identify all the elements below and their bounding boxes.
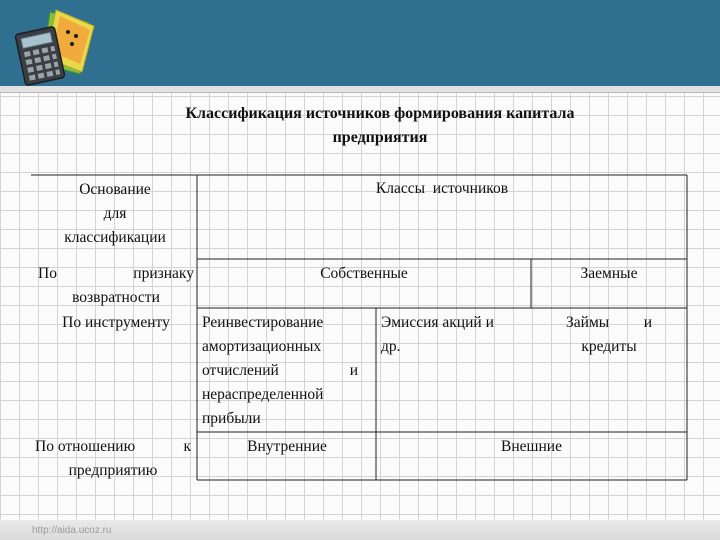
row-label-return-word2: признаку (133, 265, 194, 282)
header-basis-line1: Основание (79, 181, 151, 198)
cell-external: Внешние (501, 438, 562, 455)
footer-url: http://aida.ucoz.ru (32, 525, 112, 536)
relation-line2: предприятию (68, 462, 158, 479)
relation-word2: к (183, 438, 191, 455)
loans-line2: кредиты (581, 338, 637, 355)
row-label-instrument: По инструменту (62, 314, 170, 331)
reinvest-line3: отчислений (202, 362, 279, 379)
row-label-return-line2: возвратности (72, 289, 160, 306)
cell-reinvestment (202, 311, 358, 431)
slide-title-line2: предприятия (332, 129, 428, 146)
loans-word1: Займы (566, 314, 610, 331)
header-classes: Классы источников (375, 180, 509, 197)
cell-own: Собственные (320, 265, 408, 282)
row-label-return (38, 262, 194, 310)
cell-loans (566, 311, 652, 359)
slide-title-line1: Классификация источников формирования капитала (185, 105, 575, 122)
reinvest-line1: Реинвестирование (202, 314, 324, 331)
row-label-relation (35, 435, 191, 483)
reinvest-line4: нераспределенной (202, 386, 324, 403)
header-basis-line2: для (103, 205, 127, 222)
header-basis-line3: классификации (64, 229, 166, 246)
loans-word2: и (643, 314, 652, 331)
cell-internal: Внутренние (247, 438, 327, 455)
cell-share-emission (381, 311, 531, 359)
reinvest-line2: амортизационных (202, 338, 322, 355)
cell-borrowed: Заемные (580, 265, 638, 282)
row-label-return-word1: По (38, 265, 57, 282)
emission-line2: др. (381, 338, 401, 355)
relation-word1: По отношению (35, 438, 136, 455)
header-basis (40, 178, 190, 250)
emission-line1: Эмиссия акций и (381, 314, 494, 331)
reinvest-line3-and: и (349, 362, 358, 379)
reinvest-line5: прибыли (202, 410, 261, 427)
